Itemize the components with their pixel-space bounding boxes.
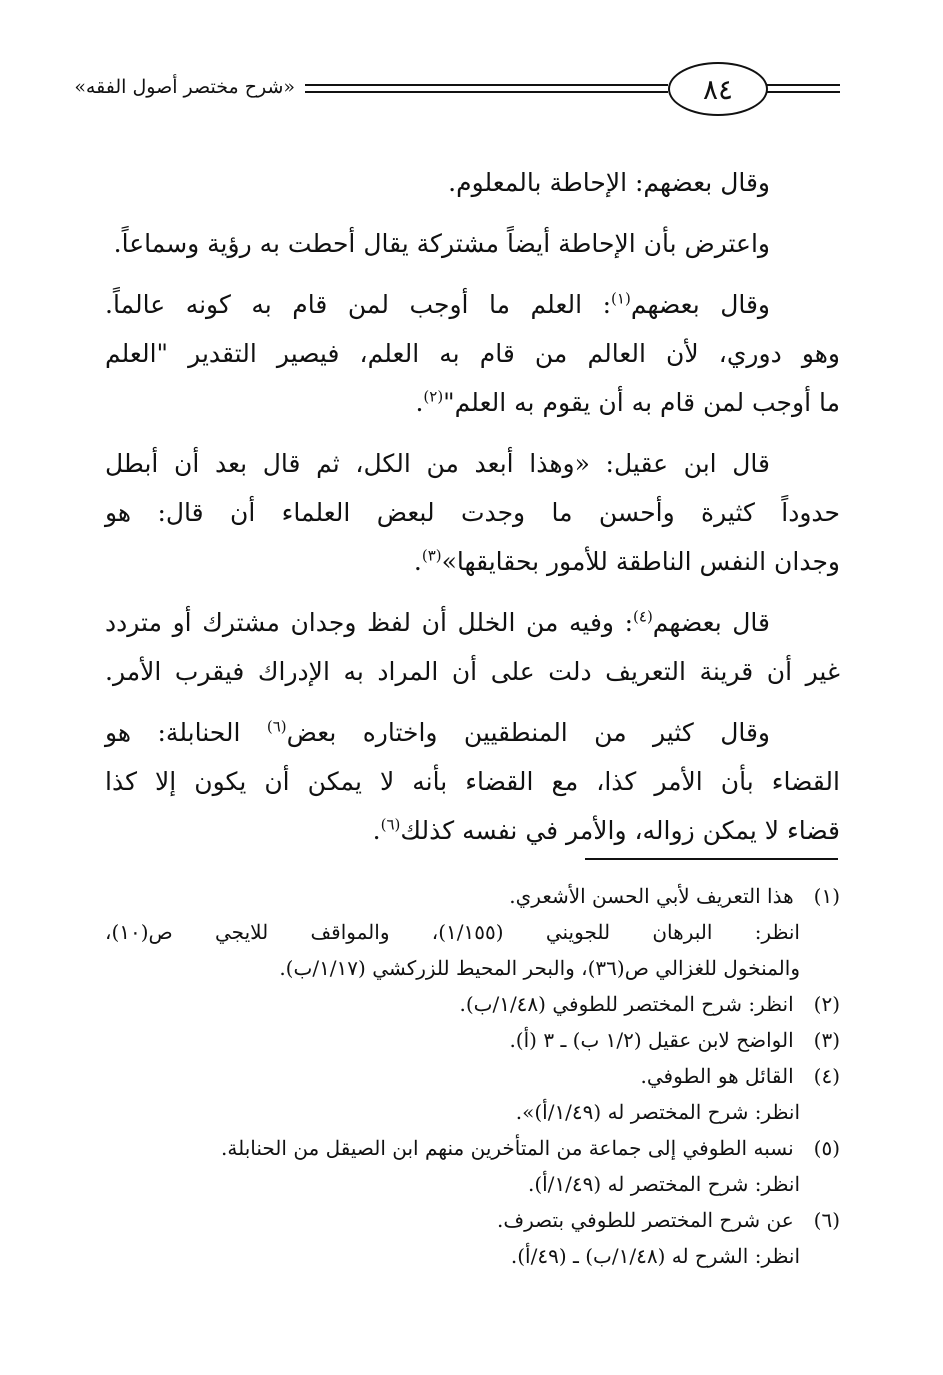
paragraph-3-line-1: وقال بعضهم$^{(١)}$: العلم ما أوجب لمن قام به كونه عالماً. bbox=[105, 289, 770, 319]
footnote-1-line-3: والمنخول للغزالي ص(٣٦)، والبحر المحيط للزركشي (١/١٧/ب). bbox=[279, 956, 800, 980]
paragraph-4-line-2: حدوداً كثيرة وأحسن ما وجدت لبعض العلماء أن قال: هو bbox=[105, 498, 840, 527]
page-number: ٨٤ bbox=[668, 62, 768, 116]
footnote-6-line-2: انظر: الشرح له (١/٤٨/ب) ـ (٤٩/أ). bbox=[510, 1244, 800, 1268]
footnote-4-line-2: انظر: شرح المختصر له (١/٤٩/أ)». bbox=[515, 1100, 800, 1124]
page-header bbox=[74, 62, 840, 122]
footnote-ref-2: (٢) bbox=[423, 387, 444, 406]
footnote-number-6: (٦) bbox=[813, 1208, 840, 1232]
footnote-1-line-1: (١) هذا التعريف لأبي الحسن الأشعري. bbox=[105, 878, 840, 914]
footnote-5-line-2: انظر: شرح المختصر له (١/٤٩/أ). bbox=[527, 1172, 800, 1196]
footnote-ref-6: (٦) bbox=[380, 815, 401, 834]
main-text bbox=[105, 158, 840, 855]
paragraph-1: وقال بعضهم: الإحاطة بالمعلوم. bbox=[448, 168, 770, 197]
paragraph-3-line-2: وهو دوري، لأن العالم من قام به العلم، فيصير التقدير "العلم bbox=[105, 339, 840, 368]
footnote-number-2: (٢) bbox=[813, 992, 840, 1016]
footnotes bbox=[105, 878, 840, 1274]
header-rule-left-top bbox=[305, 84, 668, 86]
paragraph-3-line-3: ما أوجب لمن قام به أن يقوم به العلم"$^{(٢)}$. bbox=[415, 387, 840, 417]
footnote-ref-4: (٤) bbox=[633, 607, 653, 626]
paragraph-4-line-3: وجدان النفس الناطقة للأمور بحقايقها»$^{(٣)}$. bbox=[413, 546, 840, 576]
footnote-number-1: (١) bbox=[813, 884, 840, 908]
footnote-2-line-1: (٢) انظر: شرح المختصر للطوفي (١/٤٨/ب). bbox=[105, 986, 840, 1022]
footnote-3-line-1: (٣) الواضح لابن عقيل (١/٢ ب) ـ ٣ (أ). bbox=[105, 1022, 840, 1058]
footnote-number-3: (٣) bbox=[813, 1028, 840, 1052]
footnote-ref-1: (١) bbox=[611, 289, 631, 308]
book-title: «شرح مختصر أصول الفقه» bbox=[74, 76, 295, 98]
footnote-number-5: (٥) bbox=[813, 1136, 840, 1160]
paragraph-6-line-1: وقال كثير من المنطقيين واختاره بعض$^{(٦)}$ الحنابلة: هو bbox=[105, 717, 771, 747]
paragraph-5-line-2: غير أن قرينة التعريف دلت على أن المراد به الإدراك فيقرب الأمر. bbox=[105, 657, 840, 686]
footnote-ref-5: (٦) bbox=[266, 717, 287, 736]
header-rule-right-top bbox=[764, 84, 840, 86]
footnote-6-line-1: (٦) عن شرح المختصر للطوفي بتصرف. bbox=[105, 1202, 840, 1238]
footnote-4-line-1: (٤) القائل هو الطوفي. bbox=[105, 1058, 840, 1094]
paragraph-2: واعترض بأن الإحاطة أيضاً مشتركة يقال أحطت به رؤية وسماعاً. bbox=[113, 229, 770, 258]
paragraph-6-line-3: قضاء لا يمكن زواله، والأمر في نفسه كذلك$^{(٦)}$. bbox=[372, 815, 840, 845]
paragraph-6-line-2: القضاء بأن الأمر كذا، مع القضاء بأنه لا يمكن أن يكون إلا كذا bbox=[105, 767, 840, 796]
footnote-number-4: (٤) bbox=[813, 1064, 840, 1088]
footnote-1-line-2: انظر: البرهان للجويني (١/١٥٥)، والمواقف للايجي ص(١٠)، bbox=[105, 920, 800, 944]
footnote-5-line-1: (٥) نسبه الطوفي إلى جماعة من المتأخرين منهم ابن الصيقل من الحنابلة. bbox=[105, 1130, 840, 1166]
footnote-separator bbox=[585, 858, 838, 860]
header-rule-right-bottom bbox=[764, 91, 840, 93]
header-rule-left-bottom bbox=[305, 91, 668, 93]
paragraph-4-line-1: قال ابن عقيل: «وهذا أبعد من الكل، ثم قال بعد أن أبطل bbox=[105, 449, 770, 478]
paragraph-5-line-1: قال بعضهم$^{(٤)}$: وفيه من الخلل أن لفظ وجدان مشترك أو متردد bbox=[105, 607, 770, 637]
footnote-ref-3: (٣) bbox=[421, 546, 442, 565]
